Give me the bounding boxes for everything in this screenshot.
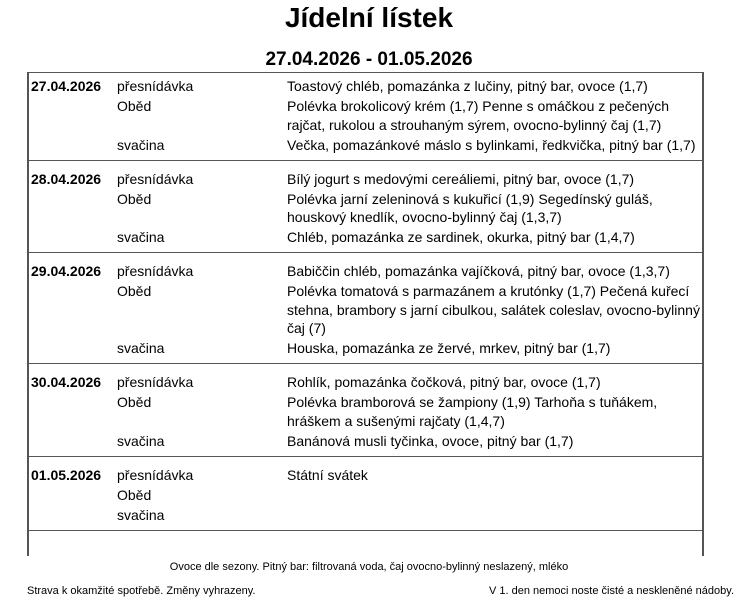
- meal-food: Toastový chléb, pomazánka z lučiny, pitný bar, ovoce (1,7): [287, 78, 648, 94]
- meal-food: Banánová musli tyčinka, ovoce, pitný bar (1,7): [287, 432, 574, 449]
- day-block: [29, 457, 702, 531]
- day-date: 29.04.2026: [31, 263, 102, 279]
- meal-name: Oběd: [117, 98, 152, 114]
- menu-period: 27.04.2026 - 01.05.2026: [265, 49, 473, 70]
- day-block: [29, 253, 702, 364]
- day-block: [29, 73, 702, 161]
- meal-row: [29, 228, 702, 248]
- meal-food: Státní svátek: [287, 466, 368, 483]
- meal-food: Chléb, pomazánka ze sardinek, okurka, pitný bar (1,4,7): [287, 229, 635, 245]
- day-date: [29, 393, 117, 430]
- day-date: 27.04.2026: [31, 78, 102, 94]
- meal-name: Oběd: [117, 486, 152, 503]
- meal-name: svačina: [117, 136, 165, 153]
- meal-row: [29, 486, 702, 506]
- meal-name: svačina: [117, 432, 165, 449]
- meal-name: Oběd: [117, 283, 152, 299]
- meal-row: [29, 393, 702, 432]
- meal-row: [29, 262, 702, 282]
- day-date: 28.04.2026: [31, 170, 102, 187]
- meal-name: svačina: [117, 506, 165, 523]
- day-date: [29, 506, 117, 525]
- meal-row: [29, 282, 702, 339]
- footer-left: Strava k okamžité spotřebě. Změny vyhrazeny.: [27, 585, 256, 597]
- meal-food: Polévka tomatová s parmazánem a krutónky (1,7) Pečená kuřecí stehna, brambory s jarní cibulkou, salátek coleslav, ovocno-bylinný čaj (7): [287, 283, 700, 336]
- meal-food: Babiččin chléb, pomazánka vajíčková, pitný bar, ovoce (1,3,7): [287, 263, 670, 279]
- meal-row: [29, 466, 702, 486]
- meal-row: [29, 190, 702, 229]
- meal-row: [29, 97, 702, 136]
- menu-table: [27, 72, 704, 556]
- meal-food: Polévka brokolicový krém (1,7) Penne s omáčkou z pečených rajčat, rukolou a strouhaným sýrem, ovocno-bylinný čaj (1,7): [287, 98, 670, 133]
- meal-row: [29, 373, 702, 393]
- day-date: [29, 282, 117, 338]
- day-date: [29, 486, 117, 505]
- meal-row: [29, 506, 702, 526]
- meal-name: Oběd: [117, 190, 152, 207]
- day-block: [29, 364, 702, 457]
- day-date: [29, 136, 117, 155]
- day-date: 30.04.2026: [31, 374, 102, 390]
- meal-food: Rohlík, pomazánka čočková, pitný bar, ovoce (1,7): [287, 374, 601, 390]
- meal-row: [29, 170, 702, 190]
- meal-row: [29, 339, 702, 359]
- meal-food: [287, 486, 701, 505]
- day-date: [29, 190, 117, 227]
- footer-note: Ovoce dle sezony. Pitný bar: filtrovaná voda, čaj ovocno-bylinný neslazený, mléko: [169, 561, 569, 573]
- meal-name: přesnídávka: [117, 78, 194, 94]
- meal-name: přesnídávka: [117, 263, 194, 279]
- day-date: 01.05.2026: [31, 466, 102, 483]
- meal-food: [287, 506, 701, 525]
- meal-name: přesnídávka: [117, 170, 194, 187]
- page-title: Jídelní lístek: [284, 2, 454, 33]
- footer-right: V 1. den nemoci noste čisté a neskleněné nádoby.: [488, 585, 734, 597]
- meal-name: Oběd: [117, 394, 152, 410]
- meal-name: přesnídávka: [117, 466, 194, 483]
- day-date: [29, 339, 117, 358]
- day-date: [29, 228, 117, 247]
- meal-food: Večka, pomazánkové máslo s bylinkami, ředkvička, pitný bar (1,7): [287, 136, 696, 153]
- day-date: [29, 432, 117, 451]
- meal-name: přesnídávka: [117, 374, 194, 390]
- meal-food: Polévka bramborová se žampiony (1,9) Tarhoňa s tuňákem, hráškem a sušenými rajčaty (1,4,7): [287, 394, 658, 429]
- day-block: [29, 161, 702, 254]
- meal-row: [29, 432, 702, 452]
- meal-food: Bílý jogurt s medovými cereáliemi, pitný bar, ovoce (1,7): [287, 170, 635, 187]
- day-date: [29, 97, 117, 134]
- meal-row: [29, 136, 702, 156]
- meal-name: svačina: [117, 340, 165, 356]
- meal-row: [29, 77, 702, 97]
- meal-food: Houska, pomazánka ze žervé, mrkev, pitný bar (1,7): [287, 340, 611, 356]
- meal-name: svačina: [117, 229, 165, 245]
- meal-food: Polévka jarní zeleninová s kukuřicí (1,9) Segedínský guláš, houskový knedlík, ovocno-bylinný čaj (1,3,7): [287, 190, 653, 225]
